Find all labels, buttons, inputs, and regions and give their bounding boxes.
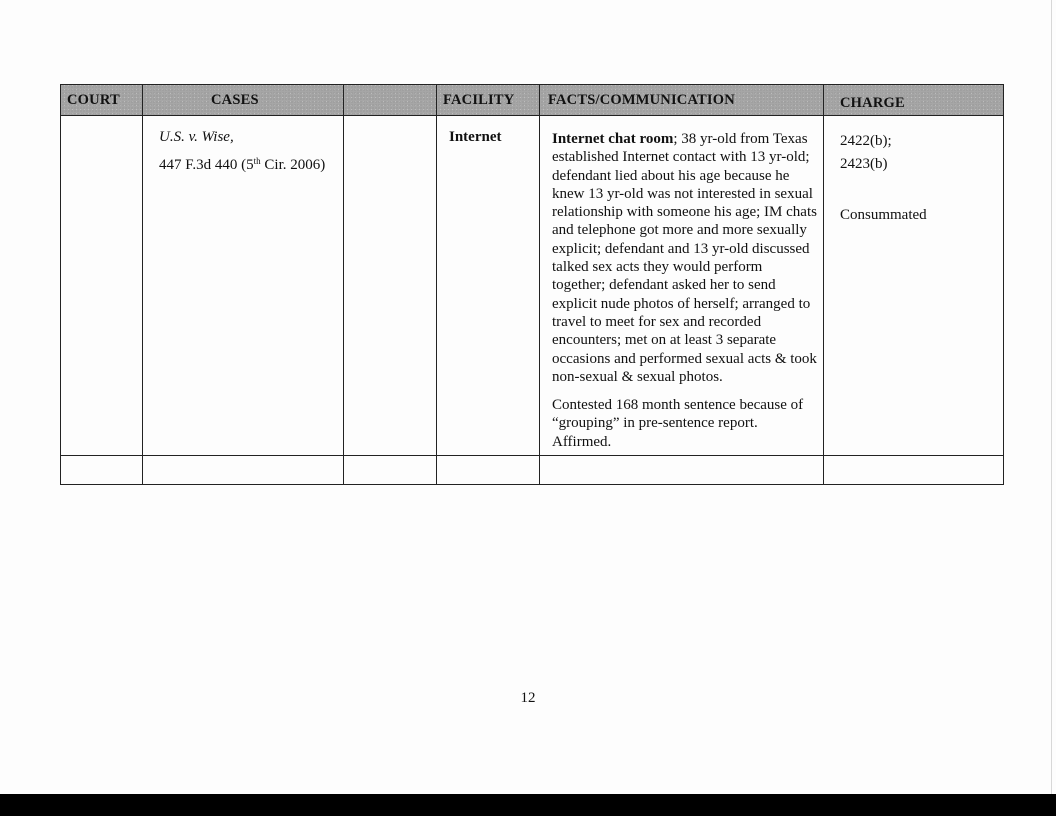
empty-cell [540,456,824,485]
header-court: COURT [61,85,143,116]
charge-status: Consummated [840,206,927,223]
header-row [61,85,1004,116]
empty-cell [143,456,344,485]
header-cases: CASES [143,85,344,116]
empty-cell [61,456,143,485]
charge-line-2: 2423(b) [840,156,888,173]
charge-cell [824,116,1004,456]
charge-line-1: 2422(b); [840,133,892,149]
header-blank [344,85,437,116]
empty-cell [437,456,540,485]
empty-table-row [61,456,1004,485]
page-edge [1051,0,1052,794]
page-number: 12 [520,690,536,706]
blank-cell [344,116,437,456]
empty-cell [824,456,1004,485]
cases-cell [143,116,344,456]
header-charge: CHARGE [824,85,1004,116]
case-citation: 447 F.3d 440 (5th Cir. 2006) [159,156,326,174]
table-row [61,116,1004,456]
facility-cell [437,116,540,456]
case-name: U.S. v. Wise, [159,129,234,145]
header-facts-communication: FACTS/COMMUNICATION [540,85,824,116]
facts-paragraph-2: Contested 168 month sentence because of “grouping” in pre-sentence report. Affirmed. [552,397,804,450]
facts-cell [540,116,824,456]
scan-bottom-band [0,794,1056,816]
facts-paragraph-1: Internet chat room; 38 yr-old from Texas established Internet contact with 13 yr-old; defendant lied about his age because he knew 13 yr-old was not interested in sexual relationship with someone his age; IM chats and telephone got more and more sexually explicit; defendant and 13 yr-old discussed talked sex acts they would perform together; defendant asked her to send explicit nude photos of herself; arranged to travel to meet for sex and recorded encounters; met on at least 3 separate occasions and performed sexual acts & took non-sexual & sexual photos. [552,131,817,385]
header-facility: FACILITY [437,85,540,116]
court-cell [61,116,143,456]
cases-table [60,84,1004,485]
facility-value: Internet [449,129,502,145]
empty-cell [344,456,437,485]
